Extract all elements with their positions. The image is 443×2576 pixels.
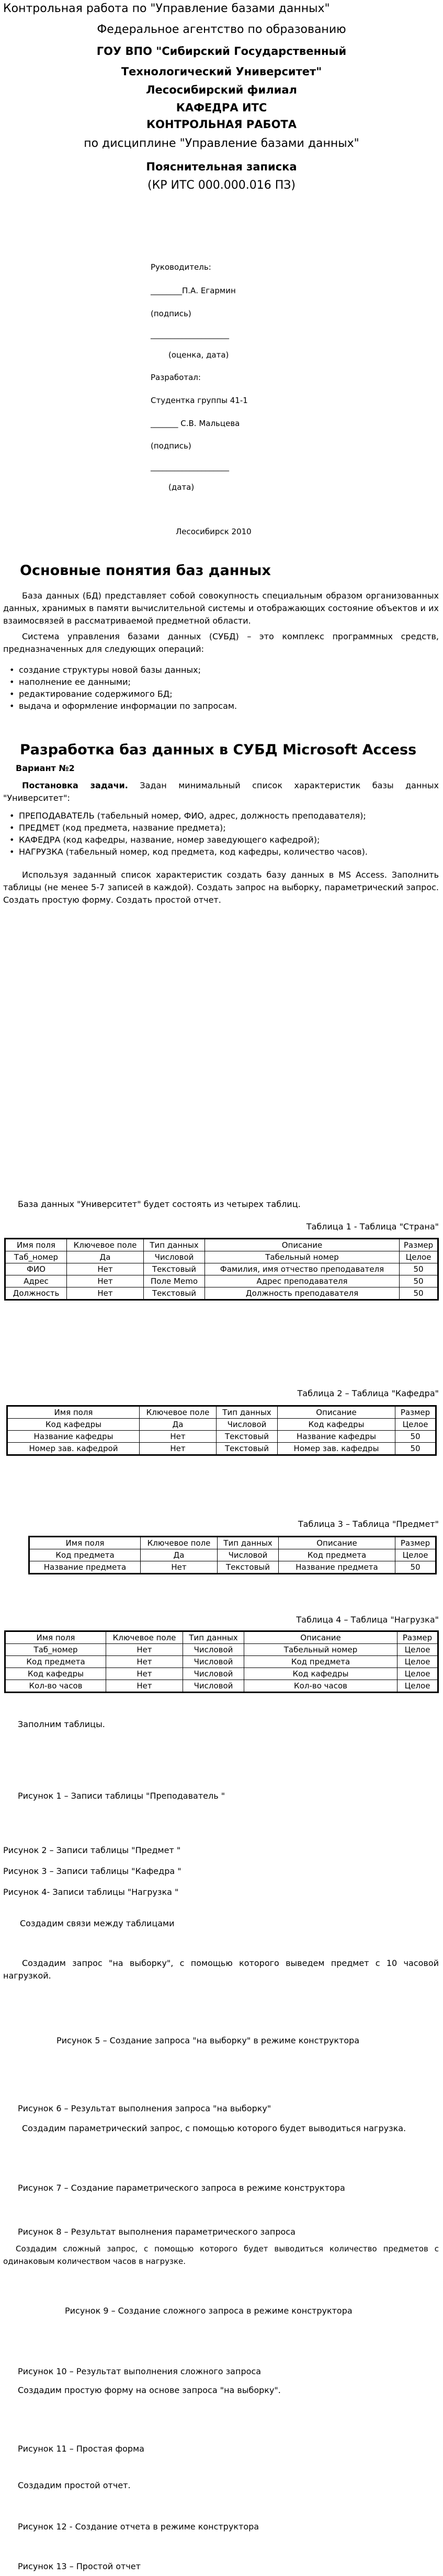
table-1-caption: Таблица 1 - Таблица "Страна" — [306, 1222, 439, 1232]
date-label: (дата) — [168, 482, 195, 492]
developer-name: _______ С.В. Мальцева — [151, 419, 240, 428]
supervisor-signature: (подпись) — [151, 309, 191, 318]
section-1-paragraphs — [3, 590, 439, 656]
list-item: • ПРЕДМЕТ (код предмета, название предмета); — [3, 822, 439, 834]
table-2-caption: Таблица 2 – Таблица "Кафедра" — [297, 1388, 439, 1398]
table-row: Таб_номер Да Числовой Табельный номер Целое — [5, 1251, 438, 1263]
table-3 — [28, 1536, 437, 1574]
developer-signature: (подпись) — [151, 441, 191, 451]
developer-label: Разработал: — [151, 373, 201, 382]
work-type-line: КОНТРОЛЬНАЯ РАБОТА — [146, 118, 297, 131]
table-row: Код кафедры Нет Числовой Код кафедры Целое — [5, 1668, 438, 1680]
code-line: (КР ИТС 000.000.016 ПЗ) — [147, 179, 296, 192]
table-row: Кол-во часов Нет Числовой Кол-во часов Целое — [5, 1680, 438, 1693]
task-requirements: Используя заданный список характеристик создать базу данных в MS Access. Заполнить таблицы (не менее 5-7 записей в каждой). Создать запрос на выборку, параметрический запрос. Создать простую форму. Создать простой отчет. — [3, 870, 439, 905]
task-entities-list — [3, 810, 439, 858]
list-item: • ПРЕПОДАВАТЕЛЬ (табельный номер, ФИО, адрес, должность преподавателя); — [3, 810, 439, 822]
table-2 — [6, 1405, 437, 1456]
table-row: Должность Нет Текстовый Должность преподавателя 50 — [5, 1287, 438, 1300]
city-year: Лесосибирск 2010 — [176, 527, 252, 536]
table-header-row: Имя поля Ключевое поле Тип данных Описание Размер — [29, 1537, 436, 1549]
table-row: Номер зав. кафедрой Нет Текстовый Номер зав. кафедры 50 — [7, 1443, 436, 1455]
table-row: Название предмета Нет Текстовый Название предмета 50 — [29, 1561, 436, 1574]
figure-7-caption: Рисунок 7 – Создание параметрического запроса в режиме конструктора — [18, 2183, 345, 2193]
figure-11-caption: Рисунок 11 – Простая форма — [18, 2444, 144, 2454]
table-row: Код кафедры Да Числовой Код кафедры Целое — [7, 1419, 436, 1431]
select-query-text: Создадим запрос "на выборку", с помощью которого выведем предмет с 10 часовой нагрузкой. — [3, 1958, 439, 1981]
figure-10-caption: Рисунок 10 – Результат выполнения сложного запроса — [18, 2366, 261, 2376]
table-1 — [4, 1238, 439, 1301]
figure-3-caption: Рисунок 3 – Записи таблицы "Кафедра " — [3, 1866, 181, 1876]
list-item: • создание структуры новой базы данных; — [3, 664, 439, 676]
form-text: Создадим простую форму на основе запроса "на выборку". — [18, 2385, 281, 2395]
table-row: ФИО Нет Текстовый Фамилия, имя отчество преподавателя 50 — [5, 1263, 438, 1275]
table-4-caption: Таблица 4 – Таблица "Нагрузка" — [296, 1615, 439, 1625]
figure-5-caption: Рисунок 5 – Создание запроса "на выборку" в режиме конструктора — [56, 2036, 360, 2045]
task-paragraph — [3, 779, 439, 804]
list-item: • НАГРУЗКА (табельный номер, код предмета, код кафедры, количество часов). — [3, 846, 439, 858]
figure-2-caption: Рисунок 2 – Записи таблицы "Предмет " — [3, 1845, 181, 1855]
task-label: Постановка задачи. — [22, 780, 128, 790]
figure-1-caption: Рисунок 1 – Записи таблицы "Преподаватель " — [18, 1791, 225, 1801]
branch-line: Лесосибирский филиал — [146, 84, 297, 96]
table-row: Название кафедры Нет Текстовый Название кафедры 50 — [7, 1431, 436, 1443]
section-2-heading: Разработка баз данных в СУБД Microsoft Access — [20, 742, 417, 758]
department-line: КАФЕДРА ИТС — [176, 101, 267, 114]
grade-date-label: (оценка, дата) — [168, 350, 229, 360]
tables-intro: База данных "Университет" будет состоять из четырех таблиц. — [18, 1199, 301, 1209]
fill-tables-text: Заполним таблицы. — [18, 1719, 105, 1729]
list-item: • наполнение ее данными; — [3, 676, 439, 688]
list-item: • выдача и оформление информации по запросам. — [3, 700, 439, 712]
dbms-operations-list — [3, 664, 439, 712]
table-row: Таб_номер Нет Числовой Табельный номер Целое — [5, 1644, 438, 1656]
signature-line-1: ____________________ — [151, 330, 229, 339]
table-header-row: Имя поля Ключевое поле Тип данных Описание Размер — [5, 1239, 438, 1251]
note-line: Пояснительная записка — [146, 160, 297, 173]
document-title: Контрольная работа по "Управление базами данных" — [3, 2, 330, 15]
discipline-line: по дисциплине "Управление базами данных" — [84, 137, 359, 150]
table-3-caption: Таблица 3 – Таблица "Предмет" — [298, 1519, 439, 1529]
table-header-row: Имя поля Ключевое поле Тип данных Описание Размер — [7, 1406, 436, 1419]
student-group: Студентка группы 41-1 — [151, 396, 248, 405]
report-text: Создадим простой отчет. — [18, 2480, 131, 2490]
university-line-1: ГОУ ВПО "Сибирский Государственный — [96, 45, 347, 58]
table-4 — [4, 1630, 439, 1693]
table-header-row: Имя поля Ключевое поле Тип данных Описание Размер — [5, 1631, 438, 1644]
table-row: Код предмета Да Числовой Код предмета Целое — [29, 1549, 436, 1561]
signature-line-2: ____________________ — [151, 462, 229, 472]
university-line-2: Технологический Университет" — [121, 65, 322, 78]
parametric-query-text: Создадим параметрический запрос, с помощью которого будет выводиться нагрузка. — [22, 2123, 406, 2133]
list-item: • редактирование содержимого БД; — [3, 688, 439, 700]
figure-12-caption: Рисунок 12 - Создание отчета в режиме конструктора — [18, 2522, 259, 2532]
figure-13-caption: Рисунок 13 – Простой отчет — [18, 2561, 141, 2571]
list-item: • КАФЕДРА (код кафедры, название, номер заведующего кафедрой); — [3, 834, 439, 846]
figure-8-caption: Рисунок 8 – Результат выполнения параметрического запроса — [18, 2227, 296, 2237]
variant-label: Вариант №2 — [16, 763, 75, 773]
figure-6-caption: Рисунок 6 – Результат выполнения запроса "на выборку" — [18, 2103, 271, 2113]
figure-4-caption: Рисунок 4- Записи таблицы "Нагрузка " — [3, 1887, 179, 1897]
complex-query-text: Создадим сложный запрос, с помощью которого будет выводиться количество предметов с одинаковым количеством часов в нагрузке. — [3, 2244, 439, 2266]
database-definition: База данных (БД) представляет собой совокупность специальным образом организованных данных, хранимых в памяти вычислительной системы и отображающих состояние объектов и их взаимосвязей в рассматриваемой предметной области. — [3, 591, 439, 626]
supervisor-name: ________П.А. Егармин — [151, 286, 236, 295]
task-text: Задан минимальный список характеристик базы данных "Университет": — [3, 780, 439, 803]
links-text: Создадим связи между таблицами — [20, 1918, 175, 1928]
agency-line: Федеральное агентство по образованию — [97, 23, 346, 36]
supervisor-label: Руководитель: — [151, 262, 211, 272]
dbms-definition: Система управления базами данных (СУБД) – это комплекс программных средств, предназначенных для следующих операций: — [3, 631, 439, 654]
table-row: Код предмета Нет Числовой Код предмета Целое — [5, 1656, 438, 1668]
section-1-heading: Основные понятия баз данных — [20, 562, 271, 579]
table-row: Адрес Нет Поле Memo Адрес преподавателя 50 — [5, 1275, 438, 1287]
figure-9-caption: Рисунок 9 – Создание сложного запроса в режиме конструктора — [65, 2306, 353, 2316]
